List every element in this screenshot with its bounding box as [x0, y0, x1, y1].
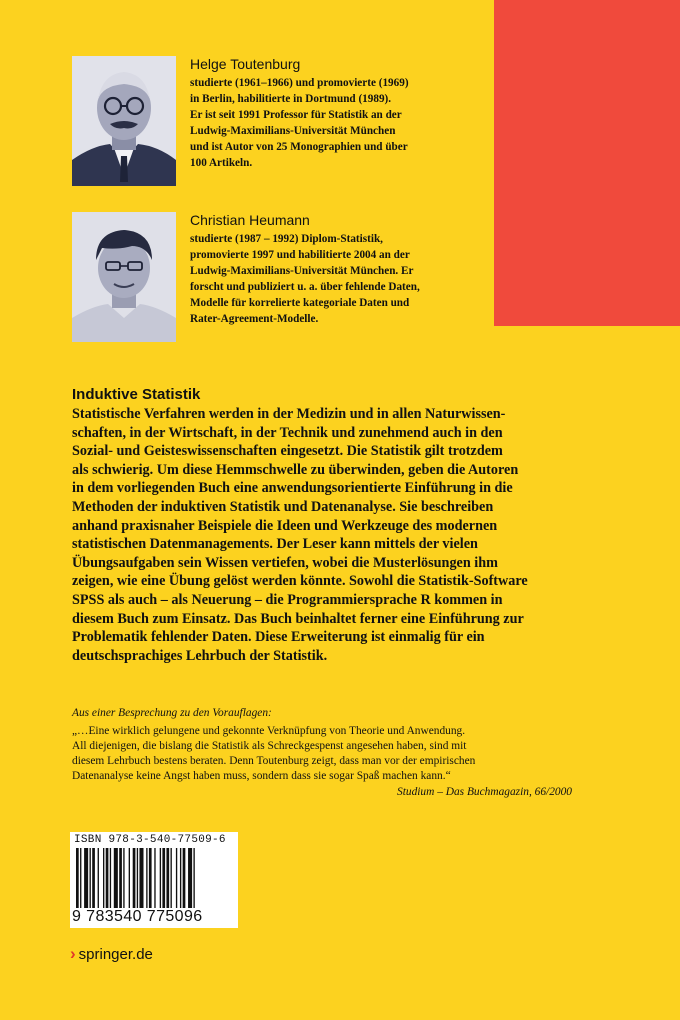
description-line: schaften, in der Wirtschaft, in der Technik und zunehmend auch in den — [72, 424, 503, 441]
review-block — [72, 706, 592, 800]
quote-line: All diejenigen, die bislang die Statistik als Schreckgespenst angesehen haben, sind mit — [72, 740, 467, 752]
review-source: Studium – Das Buchmagazin, 66/2000 — [397, 786, 572, 798]
publisher-link[interactable] — [70, 944, 153, 964]
quote-line: diesem Lehrbuch bestens beraten. Denn Toutenburg zeigt, dass man vor der empirischen — [72, 755, 476, 767]
author-bio-text — [190, 231, 490, 327]
quote-line: Datenanalyse keine Angst haben muss, sondern dass sie sogar Spaß machen kann.“ — [72, 770, 451, 782]
ean-digits: 9 783540 775096 — [72, 908, 203, 925]
chevron-right-icon: › — [70, 944, 76, 963]
book-title: Induktive Statistik — [72, 386, 201, 403]
description-line: deutschsprachiges Lehrbuch der Statistik. — [72, 647, 328, 664]
bio-line: 100 Artikeln. — [190, 157, 253, 169]
author-bio-text — [190, 75, 490, 171]
book-description-text — [72, 405, 617, 665]
description-line: SPSS als auch – als Neuerung – die Programmiersprache R kommen in — [72, 591, 503, 608]
author-name: Christian Heumann — [190, 212, 310, 228]
description-line: statistischen Datenmanagements. Der Leser kann mittels der vielen — [72, 536, 478, 553]
bio-line: Modelle für korrelierte kategoriale Daten und — [190, 297, 410, 309]
bio-line: Rater-Agreement-Modelle. — [190, 313, 319, 325]
description-line: Problematik fehlender Daten. Diese Erweiterung ist einmalig für ein — [72, 629, 485, 646]
quote-line: „…Eine wirklich gelungene und gekonnte Verknüpfung von Theorie und Anwendung. — [72, 725, 466, 737]
barcode-bars — [74, 848, 232, 908]
bio-line: in Berlin, habilitierte in Dortmund (1989). — [190, 93, 392, 105]
bio-line: und ist Autor von 25 Monographien und über — [190, 141, 408, 153]
description-line: zeigen, wie eine Übung gelöst werden könnte. Sowohl die Statistik-Software — [72, 573, 528, 590]
author-bio — [190, 56, 490, 171]
bio-line: Ludwig-Maximilians-Universität München — [190, 125, 396, 137]
isbn-number: ISBN 978-3-540-77509-6 — [74, 834, 226, 846]
bio-line: studierte (1987 – 1992) Diplom-Statistik, — [190, 233, 383, 245]
description-line: als schwierig. Um diese Hemmschwelle zu überwinden, geben die Autoren — [72, 461, 519, 478]
review-quote — [72, 724, 592, 784]
review-heading: Aus einer Besprechung zu den Vorauflagen: — [72, 707, 272, 719]
author-bio — [190, 212, 490, 327]
description-line: Übungsaufgaben sein Wissen vertiefen, wobei die Musterlösungen ihm — [72, 554, 498, 571]
author-photo-heumann — [72, 212, 176, 342]
bio-line: forscht und publiziert u. a. über fehlende Daten, — [190, 281, 420, 293]
description-line: Statistische Verfahren werden in der Medizin und in allen Naturwissen- — [72, 406, 506, 422]
isbn-barcode — [70, 832, 238, 928]
description-line: anhand praxisnaher Beispiele die Ideen und Werkzeuge des modernen — [72, 517, 498, 534]
description-line: Methoden der induktiven Statistik und Datenanalyse. Sie beschreiben — [72, 498, 494, 515]
bio-line: promovierte 1997 und habilitierte 2004 an der — [190, 249, 410, 261]
description-line: Sozial- und Geisteswissenschaften eingesetzt. Die Statistik gilt trotzdem — [72, 443, 503, 460]
bio-line: Er ist seit 1991 Professor für Statistik an der — [190, 109, 402, 121]
publisher-url: springer.de — [78, 945, 153, 963]
author-name: Helge Toutenburg — [190, 56, 301, 72]
bio-line: studierte (1961–1966) und promovierte (1969) — [190, 77, 409, 89]
description-line: in dem vorliegenden Buch eine anwendungsorientierte Einführung in die — [72, 480, 513, 497]
book-description — [72, 386, 617, 665]
bio-line: Ludwig-Maximilians-Universität München. Er — [190, 265, 414, 277]
description-line: diesem Buch zum Einsatz. Das Buch beinhaltet ferner eine Einführung zur — [72, 610, 524, 627]
red-color-block — [494, 0, 680, 326]
author-photo-toutenburg — [72, 56, 176, 186]
